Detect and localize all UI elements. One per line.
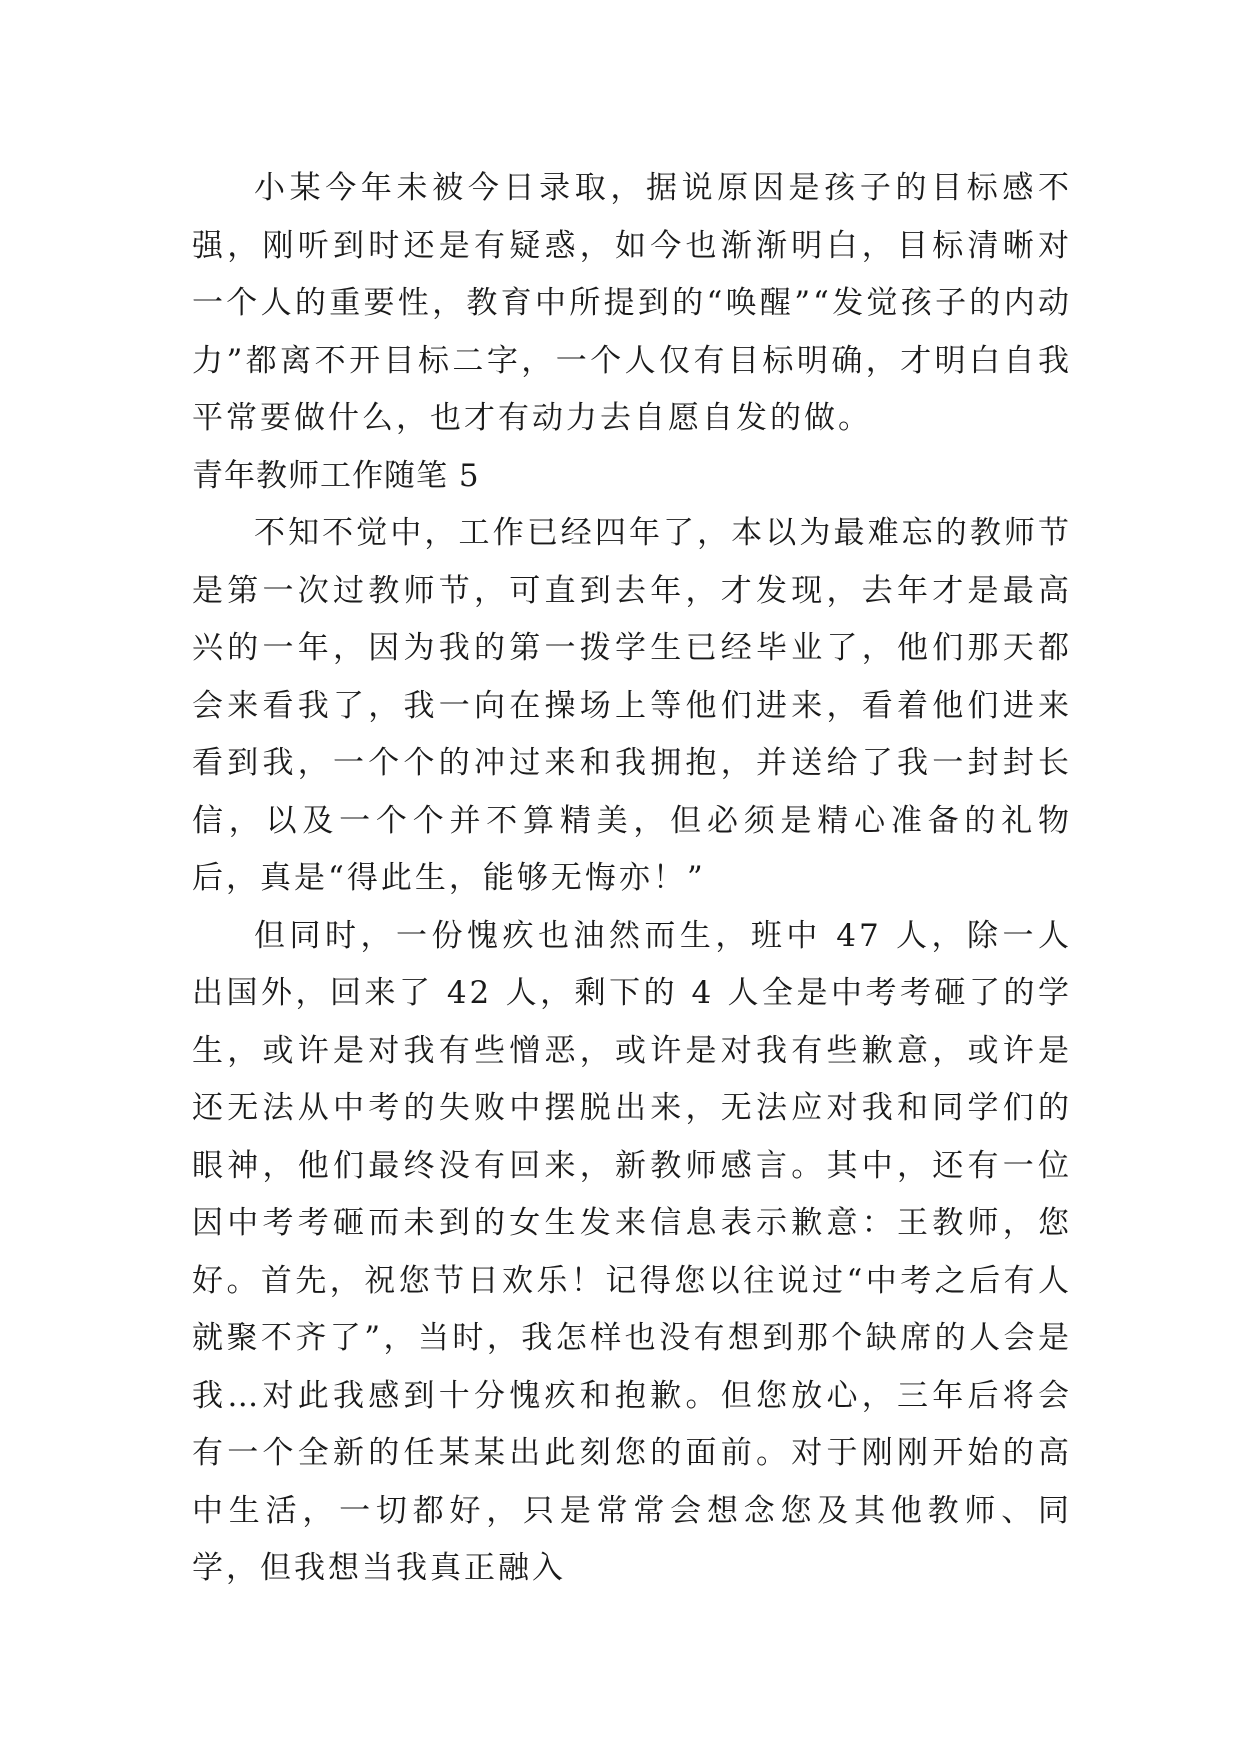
paragraph-3: 但同时，一份愧疚也油然而生，班中 47 人，除一人出国外，回来了 42 人，剩下的 4 人全是中考考砸了的学生，或许是对我有些憎恶，或许是对我有些歉意，或许是还无法从中考的失败中摆脱出来，无法应对我和同学们的眼神，他们最终没有回来，新教师感言。其中，还有一位因中考考砸而未到的女生发来信息表示歉意：王教师，您好。首先，祝您节日欢乐！记得您以往说过“中考之后有人就聚不齐了”，当时，我怎样也没有想到那个缺席的人会是我…对此我感到十分愧疚和抱歉。但您放心，三年后将会有一个全新的任某某出此刻您的面前。对于刚刚开始的高中生活，一切都好，只是常常会想念您及其他教师、同学，但我想当我真正融入 — [192, 917, 1072, 1586]
document-body — [192, 160, 1072, 1598]
paragraph-1: 小某今年未被今日录取，据说原因是孩子的目标感不强，刚听到时还是有疑惑，如今也渐渐明白，目标清晰对一个人的重要性，教育中所提到的“唤醒”“发觉孩子的内动力”都离不开目标二字，一个人仅有目标明确，才明白自我平常要做什么，也才有动力去自愿自发的做。 — [192, 170, 1072, 436]
paragraph-2: 不知不觉中，工作已经四年了，本以为最难忘的教师节是第一次过教师节，可直到去年，才发现，去年才是最高兴的一年，因为我的第一拨学生已经毕业了，他们那天都会来看我了，我一向在操场上等他们进来，看着他们进来看到我，一个个的冲过来和我拥抱，并送给了我一封封长信，以及一个个并不算精美，但必须是精心准备的礼物后，真是“得此生，能够无悔亦！” — [192, 515, 1072, 896]
section-heading: 青年教师工作随笔 5 — [192, 457, 480, 494]
